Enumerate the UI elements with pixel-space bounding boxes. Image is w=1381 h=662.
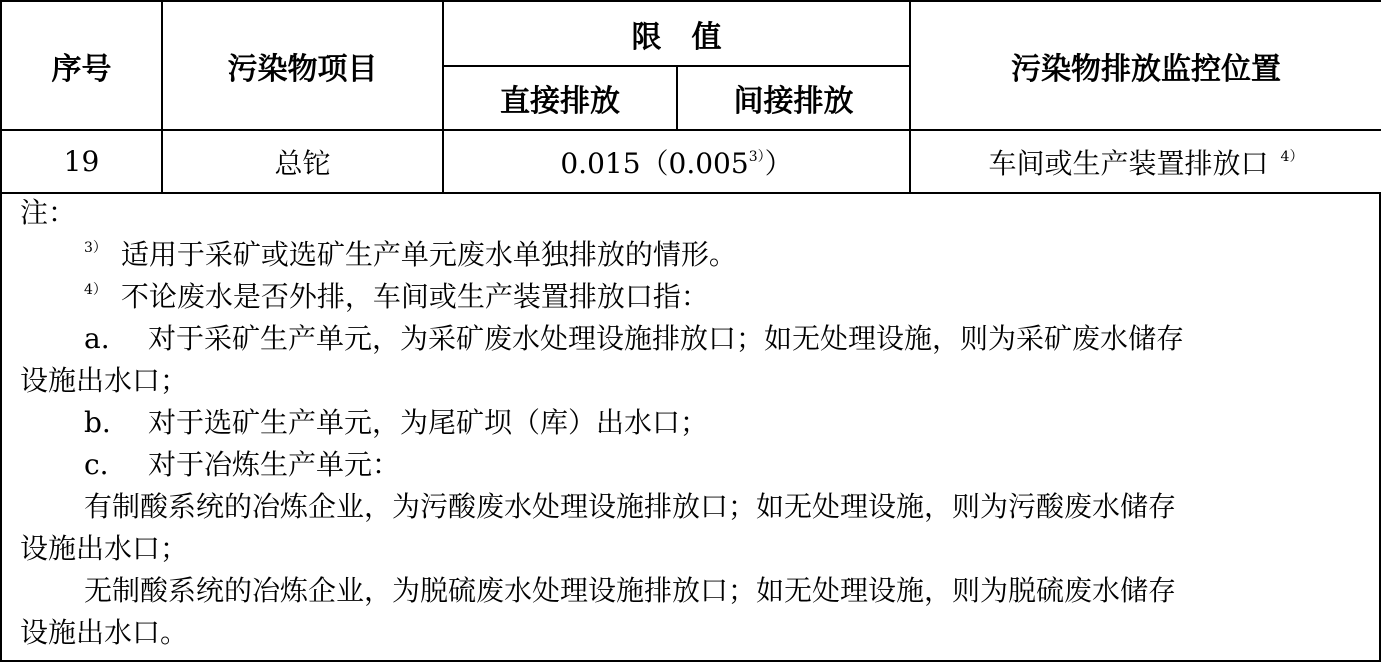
item-b-label: b.	[84, 406, 111, 439]
pollutant-limit-table	[0, 0, 1381, 194]
location-text: 车间或生产装置排放口	[988, 146, 1269, 180]
cell-pollutant: 总铊	[162, 130, 443, 193]
item-a-label: a.	[84, 322, 110, 355]
limit-value: 0.015（0.005	[560, 146, 749, 180]
header-limit: 限 值	[443, 1, 910, 66]
note-item-b	[20, 402, 1361, 444]
cell-location	[910, 130, 1381, 193]
note-item-a-cont: 设施出水口；	[20, 364, 189, 397]
notes-section	[0, 192, 1381, 662]
notes-title: 注：	[20, 196, 77, 229]
note-item-a	[20, 318, 1361, 360]
note-4-marker: 4）	[84, 282, 107, 298]
note-c1: 有制酸系统的冶炼企业，为污酸废水处理设施排放口；如无处理设施，则为污酸废水储存	[84, 490, 1177, 523]
cell-seq: 19	[1, 130, 162, 193]
note-3-marker: 3）	[84, 240, 107, 256]
item-b-text: 对于选矿生产单元，为尾矿坝（库）出水口；	[148, 406, 709, 439]
header-indirect: 间接排放	[677, 66, 910, 130]
note-4-text: 不论废水是否外排，车间或生产装置排放口指：	[120, 280, 709, 313]
item-c-text: 对于冶炼生产单元：	[148, 448, 401, 481]
note-3	[20, 234, 1361, 276]
item-c-label: c.	[84, 448, 109, 481]
note-item-c	[20, 444, 1361, 486]
header-direct: 直接排放	[443, 66, 677, 130]
header-pollutant: 污染物项目	[162, 1, 443, 130]
note-c1-cont: 设施出水口；	[20, 532, 189, 565]
limit-footnote-ref: 3）	[748, 148, 765, 165]
cell-limit	[443, 130, 910, 193]
item-a-text: 对于采矿生产单元，为采矿废水处理设施排放口；如无处理设施，则为采矿废水储存	[148, 322, 1185, 355]
header-location: 污染物排放监控位置	[910, 1, 1381, 130]
note-c2-cont: 设施出水口。	[20, 616, 189, 649]
header-seq: 序号	[1, 1, 162, 130]
location-footnote-ref: 4）	[1280, 148, 1304, 165]
note-4	[20, 276, 1361, 318]
limit-close: ）	[764, 146, 793, 180]
note-3-text: 适用于采矿或选矿生产单元废水单独排放的情形。	[120, 238, 737, 271]
note-c2: 无制酸系统的冶炼企业，为脱硫废水处理设施排放口；如无处理设施，则为脱硫废水储存	[84, 574, 1177, 607]
